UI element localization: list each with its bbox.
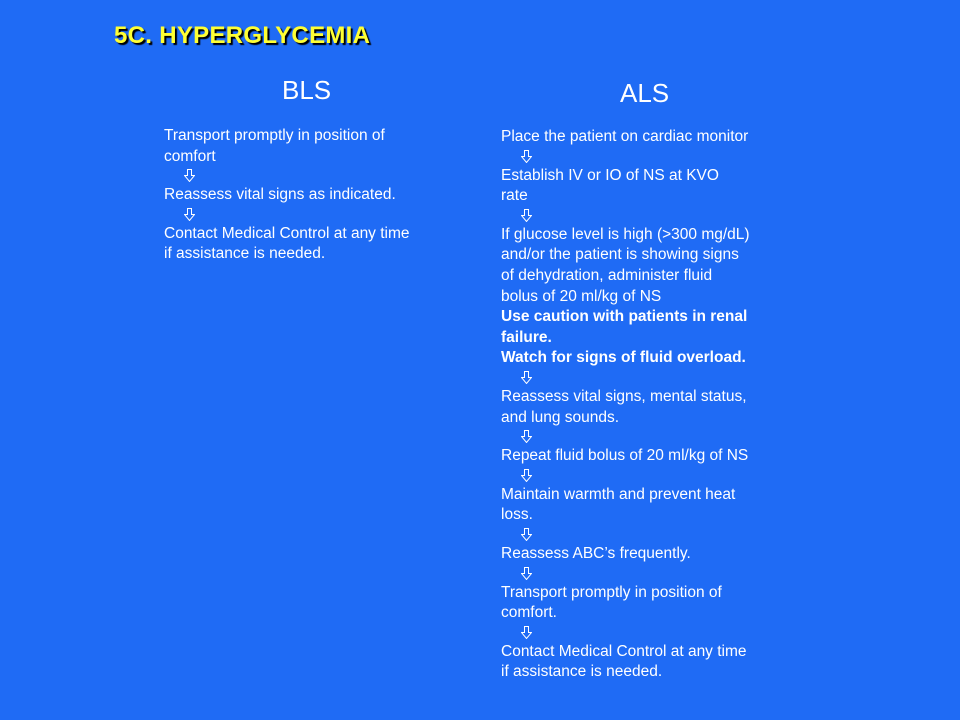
step-line: rate bbox=[501, 187, 528, 205]
down-arrow-icon bbox=[501, 624, 801, 642]
down-arrow-icon bbox=[501, 526, 801, 544]
step-line: Contact Medical Control at any time bbox=[501, 642, 747, 660]
bls-heading: BLS bbox=[282, 75, 332, 105]
als-heading: ALS bbox=[620, 78, 670, 108]
down-arrow-icon bbox=[164, 206, 464, 224]
step-line: Establish IV or IO of NS at KVO bbox=[501, 166, 719, 184]
bls-steps bbox=[164, 126, 464, 265]
step-line: Contact Medical Control at any time bbox=[164, 224, 410, 242]
step-line: loss. bbox=[501, 506, 533, 524]
step-caution-line: Use caution with patients in renal bbox=[501, 308, 748, 326]
down-arrow-icon bbox=[501, 207, 801, 225]
als-step bbox=[501, 166, 801, 207]
step-caution-line: failure. bbox=[501, 328, 552, 346]
step-line: and/or the patient is showing signs bbox=[501, 246, 739, 264]
step-caution-line: Watch for signs of fluid overload. bbox=[501, 349, 746, 367]
step-line: Reassess vital signs as indicated. bbox=[164, 186, 396, 204]
als-step bbox=[501, 127, 801, 148]
step-line: if assistance is needed. bbox=[164, 245, 326, 263]
step-line: Reassess vital signs, mental status, bbox=[501, 387, 747, 405]
down-arrow-icon bbox=[501, 428, 801, 446]
als-step bbox=[501, 642, 801, 683]
down-arrow-icon bbox=[164, 167, 464, 185]
als-steps bbox=[501, 127, 801, 683]
down-arrow-icon bbox=[501, 148, 801, 166]
als-step bbox=[501, 446, 801, 467]
step-line: if assistance is needed. bbox=[501, 663, 663, 681]
step-line: comfort. bbox=[501, 604, 557, 622]
down-arrow-icon bbox=[501, 565, 801, 583]
step-line: Reassess ABC’s frequently. bbox=[501, 544, 691, 562]
bls-step bbox=[164, 224, 464, 265]
step-line: and lung sounds. bbox=[501, 408, 620, 426]
step-line: Maintain warmth and prevent heat bbox=[501, 485, 736, 503]
step-line: comfort bbox=[164, 147, 216, 165]
step-line: Repeat fluid bolus of 20 ml/kg of NS bbox=[501, 447, 749, 465]
step-line: If glucose level is high (>300 mg/dL) bbox=[501, 225, 750, 243]
als-step bbox=[501, 544, 801, 565]
bls-step bbox=[164, 185, 464, 206]
step-line: bolus of 20 ml/kg of NS bbox=[501, 287, 662, 305]
step-line: Transport promptly in position of bbox=[164, 127, 385, 144]
als-step bbox=[501, 485, 801, 526]
step-line: Transport promptly in position of bbox=[501, 583, 722, 601]
slide-title: 5C. HYPERGLYCEMIA bbox=[114, 22, 371, 49]
down-arrow-icon bbox=[501, 369, 801, 387]
bls-step bbox=[164, 126, 464, 167]
step-line: Place the patient on cardiac monitor bbox=[501, 128, 749, 145]
als-step bbox=[501, 225, 801, 369]
step-line: of dehydration, administer fluid bbox=[501, 266, 713, 284]
down-arrow-icon bbox=[501, 467, 801, 485]
als-step bbox=[501, 583, 801, 624]
als-step bbox=[501, 387, 801, 428]
